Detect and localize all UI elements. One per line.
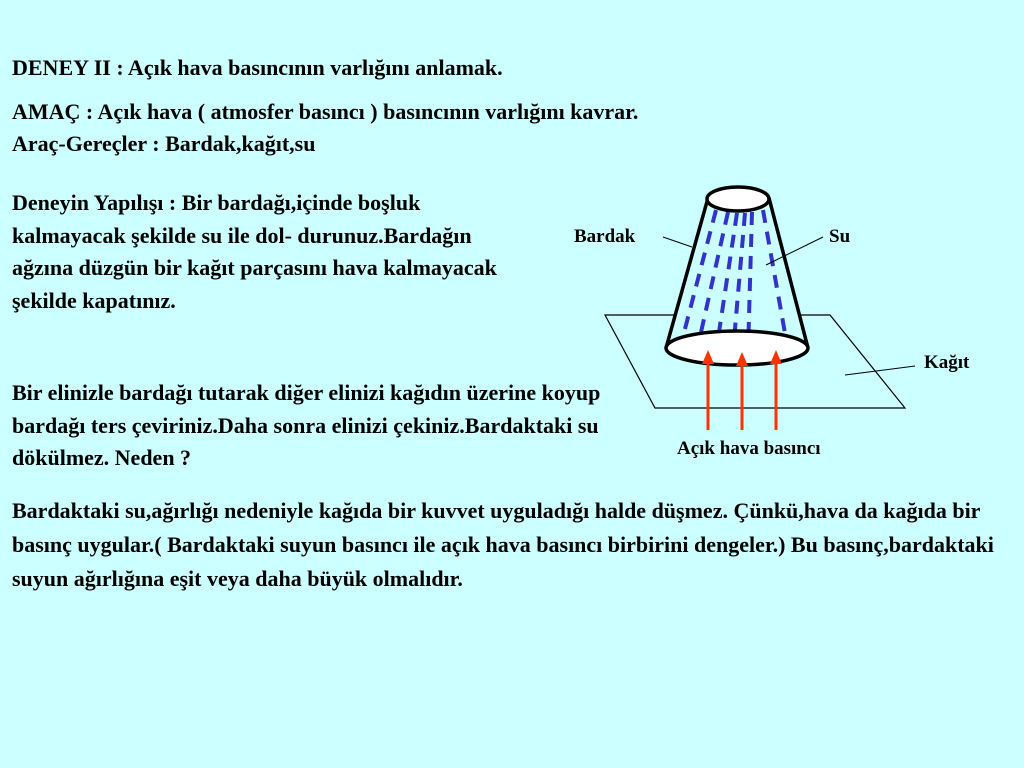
tools-text: Araç-Gereçler : Bardak,kağıt,su [12,131,316,156]
slide-title: DENEY II : Açık hava basıncının varlığını anlamak. [12,55,503,80]
procedure-text: Deneyin Yapılışı : Bir bardağı,içinde boşluk kalmayacak şekilde su ile dol- durunuz.Bardağın ağzına düzgün bir kağıt parçasını hava kalmayacak şekilde kapatınız. [12,190,497,313]
air-pressure-label: Açık hava basıncı [677,438,821,459]
paper-label: Kağıt [924,352,970,373]
explanation-text: Bardaktaki su,ağırlığı nedeniyle kağıda bir kuvvet uyguladığı halde düşmez. Çünkü,hava da kağıda bir basınç uygular.( Bardaktaki suyun basıncı ile açık hava basıncı birbirini dengeler.) Bu basınç,bardaktaki suyun ağırlığına eşit veya daha büyük olmalıdır. [12,498,994,591]
question-text: Bir elinizle bardağı tutarak diğer elinizi kağıdın üzerine koyup bardağı ters çeviriniz.Daha sonra elinizi çekiniz.Bardaktaki su dökülmez. Neden ? [12,380,601,470]
aim-text: AMAÇ : Açık hava ( atmosfer basıncı ) basıncının varlığını kavrar. [12,99,639,124]
paper-pointer-line [845,366,915,375]
experiment-diagram [590,180,1000,430]
glass-label: Bardak [574,226,636,247]
glass-mouth [666,331,808,365]
glass-pointer-line [663,237,692,247]
water-label: Su [829,226,851,247]
glass-bottom [707,187,769,211]
